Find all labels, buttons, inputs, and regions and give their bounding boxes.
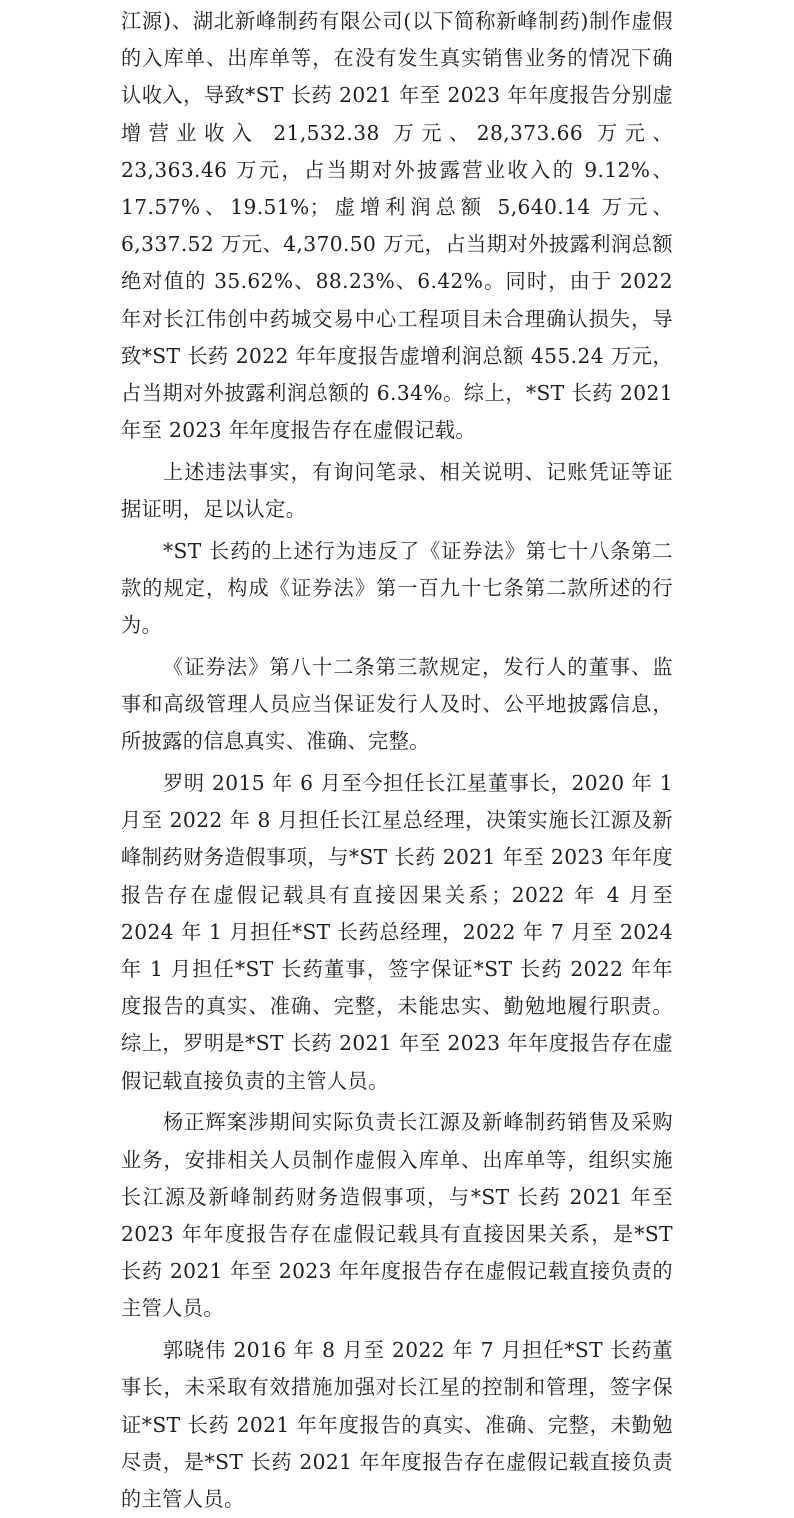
paragraph-evidence: 上述违法事实，有询问笔录、相关说明、记账凭证等证据证明，足以认定。: [121, 459, 673, 522]
paragraph-securities-law-article-82: 《证券法》第八十二条第三款规定，发行人的董事、监事和高级管理人员应当保证发行人及时、公平地披露信息，所披露的信息真实、准确、完整。: [121, 654, 673, 754]
paragraph-falsified-records: 江源)、湖北新峰制药有限公司(以下简称新峰制药)制作虚假的入库单、出库单等，在没有发生真实销售业务的情况下确认收入，导致*ST 长药 2021 年至 2023 年年度报告分别虚增营业收入 21,532.38 万元、28,373.66 万元、23,363.46 万元，占当期对外披露营业收入的 9.12%、17.57%、19.51%；虚增利润总额 5,640.14 万元、6,337.52 万元、4,370.50 万元，占当期对外披露利润总额绝对值的 35.62%、88.23%、6.42%。同时，由于 2022 年对长江伟创中药城交易中心工程项目未合理确认损失，导致*ST 长药 2022 年年度报告虚增利润总额 455.24 万元，占当期对外披露利润总额的 6.34%。综上，*ST 长药 2021 年至 2023 年年度报告存在虚假记载。: [121, 9, 673, 443]
paragraph-securities-law-violation: *ST 长药的上述行为违反了《证券法》第七十八条第二款的规定，构成《证券法》第一百九十七条第二款所述的行为。: [121, 538, 673, 638]
document-text-body: [121, 3, 673, 1518]
paragraph-luoming: 罗明 2015 年 6 月至今担任长江星董事长，2020 年 1 月至 2022 年 8 月担任长江星总经理，决策实施长江源及新峰制药财务造假事项，与*ST 长药 2021 年至 2023 年年度报告存在虚假记载具有直接因果关系；2022 年 4 月至 2024 年 1 月担任*ST 长药总经理，2022 年 7 月至 2024 年 1 月担任*ST 长药董事，签字保证*ST 长药 2022 年年度报告的真实、准确、完整，未能忠实、勤勉地履行职责。综上，罗明是*ST 长药 2021 年至 2023 年年度报告存在虚假记载直接负责的主管人员。: [121, 771, 673, 1093]
paragraph-yangzhenghui: 杨正辉案涉期间实际负责长江源及新峰制药销售及采购业务，安排相关人员制作虚假入库单、出库单等，组织实施长江源及新峰制药财务造假事项，与*ST 长药 2021 年至 2023 年年度报告存在虚假记载具有直接因果关系，是*ST 长药 2021 年至 2023 年年度报告存在虚假记载直接负责的主管人员。: [121, 1110, 673, 1321]
paragraph-guoxiaowei: 郭晓伟 2016 年 8 月至 2022 年 7 月担任*ST 长药董事长，未采取有效措施加强对长江星的控制和管理，签字保证*ST 长药 2021 年年度报告的真实、准确、完整，未勤勉尽责，是*ST 长药 2021 年年度报告存在虚假记载直接负责的主管人员。: [121, 1338, 673, 1511]
